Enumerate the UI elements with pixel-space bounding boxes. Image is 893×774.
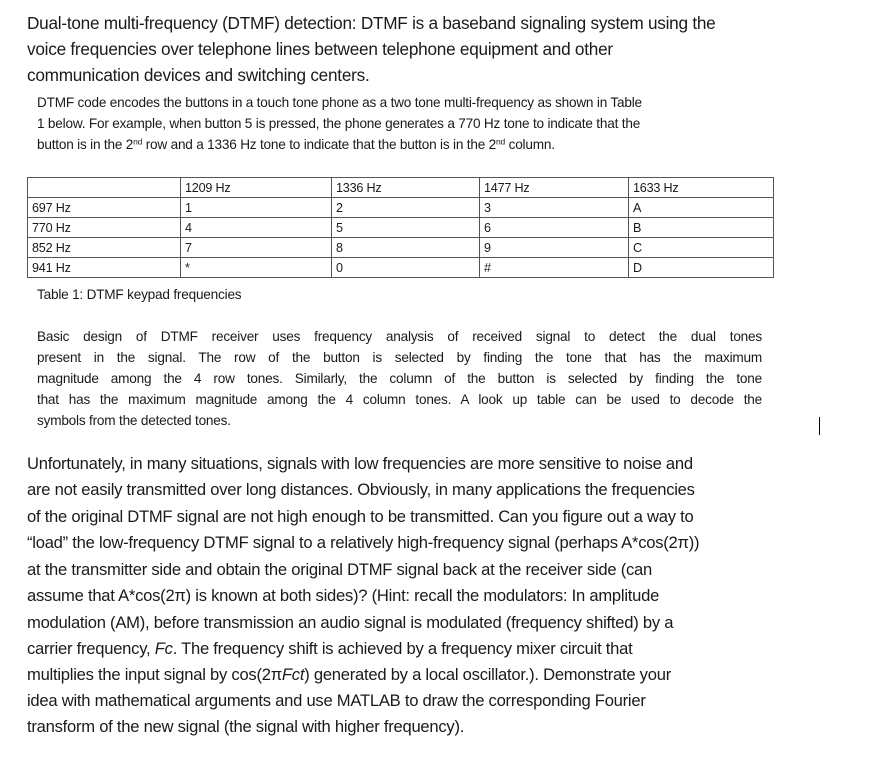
text-line: idea with mathematical arguments and use MATLAB to draw the corresponding Fourier bbox=[27, 691, 646, 710]
dtmf-frequency-table bbox=[27, 177, 774, 278]
table-cell: 2 bbox=[332, 198, 480, 218]
table-header-row bbox=[28, 178, 774, 198]
table-cell: 852 Hz bbox=[28, 238, 181, 258]
text: column. bbox=[505, 137, 555, 152]
table-cell: 8 bbox=[332, 238, 480, 258]
superscript: nd bbox=[133, 136, 143, 147]
text-line: of the original DTMF signal are not high enough to be transmitted. Can you figure out a way to bbox=[27, 507, 694, 526]
table-cell: 770 Hz bbox=[28, 218, 181, 238]
text-line: communication devices and switching centers. bbox=[27, 65, 370, 85]
table-row bbox=[28, 258, 774, 278]
table-cell: 697 Hz bbox=[28, 198, 181, 218]
text-line: at the transmitter side and obtain the original DTMF signal back at the receiver side (can bbox=[27, 560, 652, 579]
table-row bbox=[28, 198, 774, 218]
text-line bbox=[27, 639, 632, 659]
text-line: Basic design of DTMF receiver uses frequency analysis of received signal to detect the dual tones bbox=[37, 329, 762, 344]
text-cursor bbox=[819, 417, 820, 435]
text-line: are not easily transmitted over long distances. Obviously, in many applications the frequencies bbox=[27, 480, 695, 499]
text-line: modulation (AM), before transmission an audio signal is modulated (frequency shifted) by a bbox=[27, 613, 674, 632]
math-symbol: Fct bbox=[281, 665, 305, 684]
table-cell: B bbox=[629, 218, 774, 238]
table-cell: 941 Hz bbox=[28, 258, 181, 278]
table-cell: * bbox=[181, 258, 332, 278]
table-cell: # bbox=[480, 258, 629, 278]
text-line: transform of the new signal (the signal with higher frequency). bbox=[27, 717, 465, 736]
text-line: Unfortunately, in many situations, signals with low frequencies are more sensitive to noise and bbox=[27, 454, 693, 473]
text-line: assume that A*cos(2π) is known at both sides)? (Hint: recall the modulators: In amplitude bbox=[27, 586, 660, 605]
text: carrier frequency, bbox=[27, 639, 155, 658]
table-cell: D bbox=[629, 258, 774, 278]
math-symbol: Fc bbox=[154, 639, 173, 658]
text-line: magnitude among the 4 row tones. Similarly, the column of the button is selected by finding the tone bbox=[37, 371, 762, 386]
table-cell: 1633 Hz bbox=[629, 178, 774, 198]
text-line bbox=[27, 665, 671, 685]
table-cell: 6 bbox=[480, 218, 629, 238]
table-cell: 3 bbox=[480, 198, 629, 218]
table-cell: 1209 Hz bbox=[181, 178, 332, 198]
text-line: DTMF code encodes the buttons in a touch tone phone as a two tone multi-frequency as shown in Table bbox=[37, 95, 642, 110]
text-line: that has the maximum magnitude among the 4 column tones. A look up table can be used to decode the bbox=[37, 392, 762, 407]
text-line: 1 below. For example, when button 5 is pressed, the phone generates a 770 Hz tone to indicate that the bbox=[37, 116, 641, 131]
superscript: nd bbox=[496, 136, 506, 147]
table-cell: 1477 Hz bbox=[480, 178, 629, 198]
table-cell: 4 bbox=[181, 218, 332, 238]
text: ) generated by a local oscillator.). Demonstrate your bbox=[304, 665, 671, 684]
text: . The frequency shift is achieved by a frequency mixer circuit that bbox=[172, 639, 633, 658]
table-cell: 1 bbox=[181, 198, 332, 218]
text-line: voice frequencies over telephone lines between telephone equipment and other bbox=[27, 39, 613, 59]
text: row and a 1336 Hz tone to indicate that the button is in the 2 bbox=[142, 137, 497, 152]
table-cell bbox=[28, 178, 181, 198]
table-row bbox=[28, 238, 774, 258]
text: button is in the 2 bbox=[37, 137, 134, 152]
table-cell: 5 bbox=[332, 218, 480, 238]
table-cell: C bbox=[629, 238, 774, 258]
text-line: “load” the low-frequency DTMF signal to a relatively high-frequency signal (perhaps A*cos(2π)) bbox=[27, 533, 700, 552]
table-cell: 0 bbox=[332, 258, 480, 278]
text-line: symbols from the detected tones. bbox=[37, 413, 231, 428]
text-line bbox=[37, 137, 555, 152]
table-cell: A bbox=[629, 198, 774, 218]
table-caption: Table 1: DTMF keypad frequencies bbox=[37, 287, 242, 302]
text-line: Dual-tone multi-frequency (DTMF) detection: DTMF is a baseband signaling system using the bbox=[27, 13, 716, 33]
table-cell: 1336 Hz bbox=[332, 178, 480, 198]
text-line: present in the signal. The row of the button is selected by finding the tone that has the maximum bbox=[37, 350, 762, 365]
table-row bbox=[28, 218, 774, 238]
table-cell: 9 bbox=[480, 238, 629, 258]
text: multiplies the input signal by cos(2π bbox=[27, 665, 282, 684]
table-cell: 7 bbox=[181, 238, 332, 258]
